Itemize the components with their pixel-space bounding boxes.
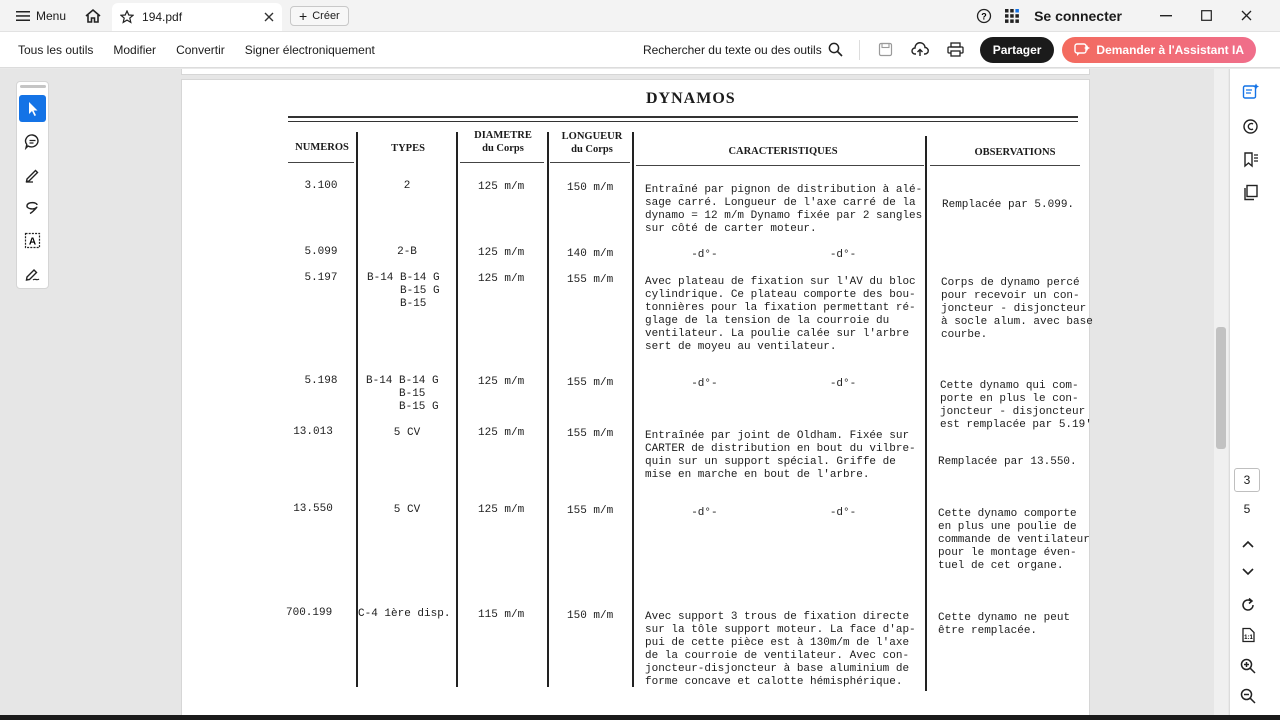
edit-link[interactable]: Modifier	[113, 42, 157, 57]
cell-observations: Remplacée par 5.099.	[942, 199, 1075, 211]
sign-tool-button[interactable]	[19, 260, 46, 287]
menu-button[interactable]	[16, 9, 66, 23]
vertical-scrollbar[interactable]	[1214, 69, 1228, 715]
text-box-icon	[24, 232, 41, 249]
column-divider	[632, 132, 634, 687]
close-window-button[interactable]	[1226, 10, 1266, 21]
cell-numero: 13.550	[293, 503, 333, 515]
edit-panel-button[interactable]	[1240, 81, 1260, 101]
cell-observations: Cette dynamo qui com- porte en plus le con- joncteur - disjoncteur est remplacée par 5.19'	[940, 380, 1092, 431]
share-button[interactable]: Partager	[980, 37, 1055, 63]
signature-icon	[24, 265, 41, 282]
cell-caracteristiques: Avec plateau de fixation sur l'AV du bloc cylindrique. Ce plateau comporte des bou- tonnières pour la fixation permettant ré- glage de la tension de la courroie du ventilateur. La poulie calée sur l'arbre sert de moyeu au ventilateur.	[645, 276, 916, 353]
zoom-in-button[interactable]	[1238, 656, 1258, 676]
taskbar-edge	[0, 715, 1280, 720]
title-rule	[288, 116, 1078, 118]
fit-page-button[interactable]	[1238, 625, 1258, 645]
convert-link[interactable]: Convertir	[176, 42, 225, 57]
cell-type: 2-B	[397, 246, 417, 258]
cell-longueur: 155 m/m	[567, 505, 614, 517]
cell-longueur: 155 m/m	[567, 428, 614, 440]
cell-numero: 5.198	[304, 375, 338, 387]
cell-type: 5 CV	[393, 504, 421, 516]
cell-diametre: 125 m/m	[478, 181, 525, 193]
cell-numero: 700.199	[286, 607, 333, 619]
ai-edit-icon	[1242, 83, 1259, 100]
cloud-upload-icon	[911, 42, 929, 57]
bookmarks-panel-button[interactable]	[1240, 149, 1260, 169]
cell-observations: Cette dynamo comporte en plus une poulie de commande de ventilateur pour le montage éven- tuel de cet organe.	[938, 508, 1090, 572]
cell-diametre: 125 m/m	[478, 247, 525, 259]
search-icon	[828, 42, 843, 57]
document-viewport[interactable]	[0, 69, 1228, 715]
zoom-out-button[interactable]	[1238, 686, 1258, 706]
minimize-button[interactable]	[1146, 15, 1186, 17]
text-tool-button[interactable]	[19, 227, 46, 254]
comment-icon	[24, 133, 41, 150]
previous-page-button[interactable]	[1238, 534, 1258, 554]
header-diametre: DIAMETRE du Corps	[474, 130, 532, 154]
cell-longueur: 150 m/m	[567, 182, 614, 194]
svg-text:1:1: 1:1	[1243, 635, 1253, 641]
svg-text:?: ?	[981, 11, 987, 21]
title-bar	[0, 0, 1280, 32]
cell-observations: Remplacée par 13.550.	[938, 456, 1077, 468]
maximize-icon	[1201, 10, 1212, 21]
cell-caracteristiques: -d°- -d°-	[645, 249, 857, 261]
search-label: Rechercher du texte ou des outils	[642, 42, 822, 57]
zoom-out-icon	[1240, 688, 1256, 704]
cell-longueur: 140 m/m	[567, 248, 614, 260]
printer-icon	[947, 42, 964, 57]
comments-panel-button[interactable]	[1240, 116, 1260, 136]
cell-numero: 13.013	[293, 426, 333, 438]
panel-grip[interactable]	[20, 85, 46, 88]
all-tools-link[interactable]: Tous les outils	[18, 42, 94, 57]
ai-assistant-icon	[1074, 43, 1090, 57]
upload-button[interactable]	[911, 42, 929, 57]
help-icon[interactable]	[976, 8, 992, 24]
toolbar-divider	[859, 40, 860, 60]
cell-diametre: 125 m/m	[478, 376, 525, 388]
cell-diametre: 115 m/m	[478, 609, 525, 621]
document-title: DYNAMOS	[646, 90, 736, 107]
current-page-field[interactable]: 3	[1234, 468, 1260, 492]
close-tab-icon[interactable]	[264, 12, 274, 22]
header-underline	[636, 165, 924, 166]
next-page-button[interactable]	[1238, 562, 1258, 582]
menu-label: Menu	[36, 8, 67, 23]
cell-diametre: 125 m/m	[478, 504, 525, 516]
cell-caracteristiques: Entraîné par pignon de distribution à alé- sage carré. Longueur de l'axe carré de la dynamo = 12 m/m Dynamo fixée par 2 sangles sur côté de carter moteur.	[645, 184, 923, 235]
cell-numero: 5.197	[304, 272, 338, 284]
minimize-icon	[1160, 15, 1172, 17]
save-button[interactable]	[878, 42, 893, 57]
cell-type: B-14 B-14 G B-15 B-15 G	[366, 375, 439, 413]
pages-panel-button[interactable]	[1240, 182, 1260, 202]
create-button[interactable]	[290, 6, 349, 26]
save-icon	[878, 42, 893, 57]
scrollbar-thumb[interactable]	[1216, 327, 1226, 449]
cursor-arrow-icon	[26, 101, 40, 117]
cell-diametre: 125 m/m	[478, 427, 525, 439]
star-icon[interactable]	[120, 10, 134, 24]
apps-grid-icon[interactable]	[1004, 8, 1020, 24]
lasso-icon	[24, 199, 41, 216]
cell-type: B-14 B-14 G B-15 G B-15	[367, 272, 440, 310]
cell-diametre: 125 m/m	[478, 273, 525, 285]
select-tool-button[interactable]	[19, 95, 46, 122]
cell-caracteristiques: Entraînée par joint de Oldham. Fixée sur CARTER de distribution en bout du vilbre- quin sur un support spécial. Griffe de mise en marche en bout de l'arbre.	[645, 430, 916, 481]
home-button[interactable]	[84, 8, 102, 24]
column-divider	[356, 132, 358, 687]
cell-numero: 5.099	[304, 246, 338, 258]
plus-icon: +	[299, 7, 308, 24]
header-underline	[288, 162, 354, 163]
create-label: Créer	[312, 9, 340, 22]
rotate-icon	[1240, 597, 1256, 613]
comment-tool-button[interactable]	[19, 128, 46, 155]
comment-panel-icon	[1242, 118, 1259, 135]
cell-longueur: 150 m/m	[567, 610, 614, 622]
cell-caracteristiques: -d°- -d°-	[645, 378, 857, 390]
zoom-in-icon	[1240, 658, 1256, 674]
rotate-button[interactable]	[1238, 595, 1258, 615]
svg-text:A: A	[28, 236, 37, 248]
search-tools[interactable]	[643, 42, 843, 57]
quick-tools-panel	[16, 81, 49, 289]
header-numeros: NUMEROS	[295, 142, 349, 153]
header-underline	[550, 162, 630, 163]
header-longueur: LONGUEUR du Corps	[561, 131, 623, 155]
chevron-up-icon	[1242, 540, 1254, 548]
sign-link[interactable]: Signer électroniquement	[244, 42, 375, 57]
maximize-button[interactable]	[1186, 10, 1226, 21]
hamburger-icon	[16, 10, 30, 22]
fit-page-icon	[1241, 627, 1256, 643]
total-pages: 5	[1243, 502, 1251, 516]
title-rule-thin	[288, 121, 1078, 122]
header-observations: OBSERVATIONS	[974, 147, 1056, 158]
document-tab[interactable]	[112, 3, 282, 31]
column-divider	[547, 132, 549, 687]
right-sidebar	[1229, 69, 1280, 715]
pen-icon	[24, 166, 41, 183]
sign-in-link[interactable]: Se connecter	[1034, 7, 1122, 24]
header-types: TYPES	[391, 143, 425, 154]
pages-icon	[1242, 184, 1259, 201]
bookmark-icon	[1242, 151, 1259, 168]
draw-tool-button[interactable]	[19, 194, 46, 221]
cell-numero: 3.100	[304, 180, 338, 192]
column-divider	[456, 132, 458, 687]
cell-longueur: 155 m/m	[567, 274, 614, 286]
header-caracteristiques: CARACTERISTIQUES	[728, 146, 838, 157]
header-underline	[930, 165, 1080, 166]
cell-observations: Cette dynamo ne peut être remplacée.	[938, 612, 1071, 637]
close-icon	[1241, 10, 1252, 21]
ai-assistant-label: Demander à l'Assistant IA	[1096, 42, 1244, 57]
cell-caracteristiques: Avec support 3 trous de fixation directe sur la tôle support moteur. La face d'ap- pui de cette pièce est à 130m/m de l'axe de la courroie de ventilateur. Avec con- joncteur-disjoncteur à base aluminium de forme concave et calotte hémisphérique.	[645, 611, 916, 688]
header-underline	[460, 162, 544, 163]
cell-observations: Corps de dynamo percé pour recevoir un con- joncteur - disjoncteur à socle alum. avec base courbe.	[941, 277, 1093, 341]
cell-caracteristiques: -d°- -d°-	[645, 507, 857, 519]
cell-longueur: 155 m/m	[567, 377, 614, 389]
cell-type: 5 CV	[393, 427, 421, 439]
main-toolbar	[0, 32, 1280, 68]
tab-title: 194.pdf	[142, 10, 183, 24]
cell-type: C-4 1ère disp.	[358, 608, 451, 620]
print-button[interactable]	[947, 42, 964, 57]
chevron-down-icon	[1242, 568, 1254, 576]
cell-type: 2	[403, 180, 411, 192]
column-divider	[925, 136, 927, 691]
highlight-tool-button[interactable]	[19, 161, 46, 188]
pdf-page[interactable]	[181, 79, 1093, 715]
previous-page-edge	[181, 69, 1090, 75]
ai-assistant-button[interactable]	[1062, 37, 1256, 63]
home-icon	[84, 8, 102, 24]
